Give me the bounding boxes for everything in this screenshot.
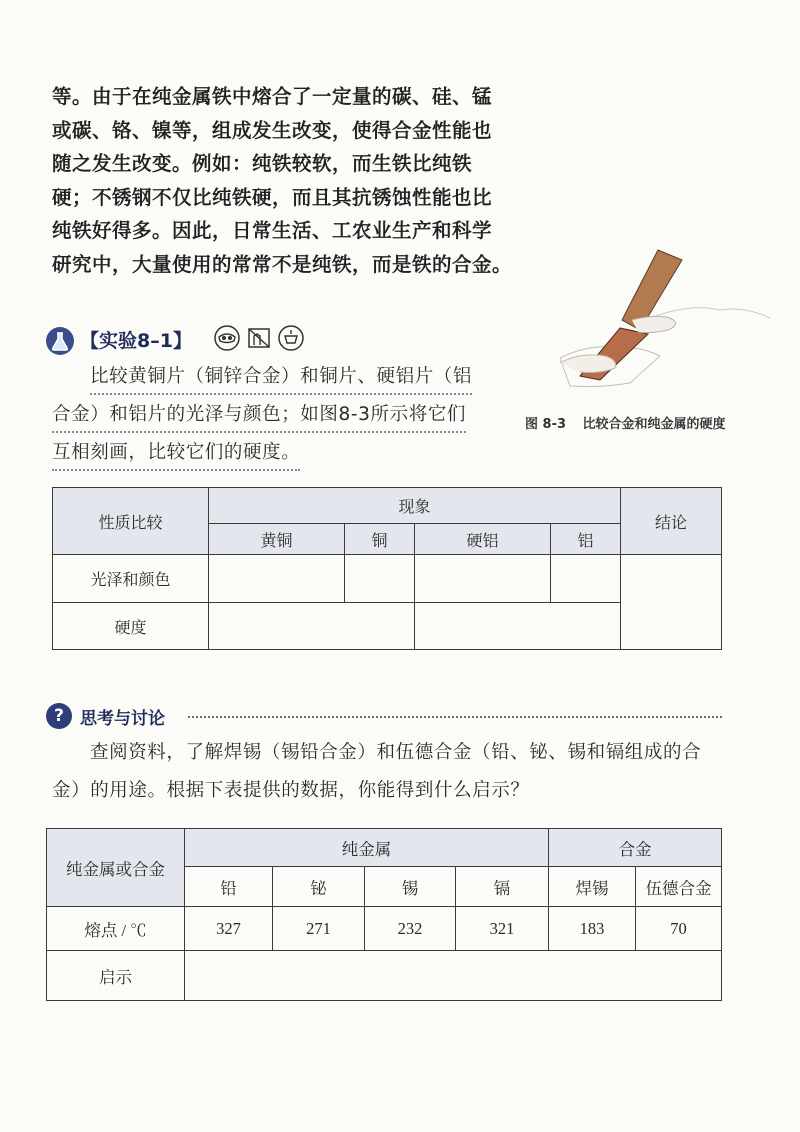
goggles-icon (214, 325, 240, 351)
experiment-line: 比较黄铜片（铜锌合金）和铜片、硬铝片（铝 (90, 360, 472, 395)
intro-line: 等。由于在纯金属铁中熔合了一定量的碳、硅、锰 (52, 85, 493, 108)
property-comparison-table (52, 487, 722, 650)
answer-cell[interactable] (209, 603, 415, 650)
answer-cell[interactable] (414, 555, 550, 603)
melting-point-value: 321 (456, 907, 549, 951)
melting-point-table (46, 828, 722, 1001)
answer-cell[interactable] (550, 555, 620, 603)
experiment-heading (46, 325, 326, 357)
intro-line: 硬；不锈钢不仅比纯铁硬，而且其抗锈蚀性能也比 (52, 185, 493, 209)
think-discuss-body (52, 734, 732, 810)
experiment-line: 互相刻画，比较它们的硬度。 (52, 436, 300, 471)
melting-point-value: 183 (549, 907, 636, 951)
experiment-line: 合金）和铝片的光泽与颜色；如图8-3所示将它们 (52, 398, 466, 433)
melting-point-value: 232 (365, 907, 456, 951)
think-discuss-title: 思考与讨论 (80, 709, 165, 729)
melting-point-value: 271 (273, 907, 365, 951)
header-property: 性质比较 (53, 488, 209, 555)
table-row (47, 951, 722, 1001)
header-aluminum: 铝 (550, 524, 620, 555)
intro-line: 或碳、铬、镍等，组成发生改变，使得合金性能也 (52, 118, 493, 142)
row-label-luster: 光泽和颜色 (53, 555, 209, 603)
experiment-body (52, 360, 492, 474)
header-duralumin: 硬铝 (414, 524, 550, 555)
header-phenomenon: 现象 (209, 488, 621, 524)
header-lead: 铅 (185, 867, 273, 907)
header-conclusion: 结论 (621, 488, 722, 555)
header-type: 纯金属或合金 (47, 829, 185, 907)
header-bismuth: 铋 (273, 867, 365, 907)
header-wood-metal: 伍德合金 (636, 867, 722, 907)
answer-cell[interactable] (344, 555, 414, 603)
header-solder: 焊锡 (549, 867, 636, 907)
answer-cell[interactable] (209, 555, 345, 603)
header-alloy: 合金 (549, 829, 722, 867)
no-touch-icon (246, 325, 272, 351)
figure-caption (525, 413, 726, 432)
insight-answer-cell[interactable] (185, 951, 722, 1001)
intro-line: 纯铁好得多。因此，日常生活、工农业生产和科学 (52, 219, 493, 242)
melting-point-value: 70 (636, 907, 722, 951)
row-label-melting-point: 熔点 / ℃ (47, 907, 185, 951)
dotted-divider (188, 716, 722, 718)
intro-line: 研究中，大量使用的常常不是纯铁，而是铁的合金。 (52, 252, 513, 276)
think-discuss-heading (46, 703, 726, 731)
intro-paragraph (52, 80, 513, 281)
table-row (47, 907, 722, 951)
header-copper: 铜 (344, 524, 414, 555)
wash-hands-icon (278, 325, 304, 351)
question-icon: ? (46, 703, 72, 729)
melting-point-value: 327 (185, 907, 273, 951)
answer-cell[interactable] (414, 603, 620, 650)
header-pure-metal: 纯金属 (185, 829, 549, 867)
row-label-hardness: 硬度 (53, 603, 209, 650)
figure-number: 图 8-3 (525, 417, 567, 432)
think-line: 金）的用途。根据下表提供的数据，你能得到什么启示？ (52, 780, 530, 801)
row-label-insight: 启示 (47, 951, 185, 1001)
hardness-scratch-illustration (560, 248, 785, 398)
header-cadmium: 镉 (456, 867, 549, 907)
table-row (53, 555, 722, 603)
intro-line: 随之发生改变。例如：纯铁较软，而生铁比纯铁 (52, 152, 473, 175)
figure-caption-text: 比较合金和纯金属的硬度 (582, 417, 726, 432)
flask-icon (46, 327, 74, 355)
header-brass: 黄铜 (209, 524, 345, 555)
think-line: 查阅资料，了解焊锡（锡铅合金）和伍德合金（铅、铋、锡和镉组成的合 (90, 742, 702, 763)
header-tin: 锡 (365, 867, 456, 907)
conclusion-cell[interactable] (621, 555, 722, 650)
experiment-title: 【实验8–1】 (80, 330, 192, 352)
